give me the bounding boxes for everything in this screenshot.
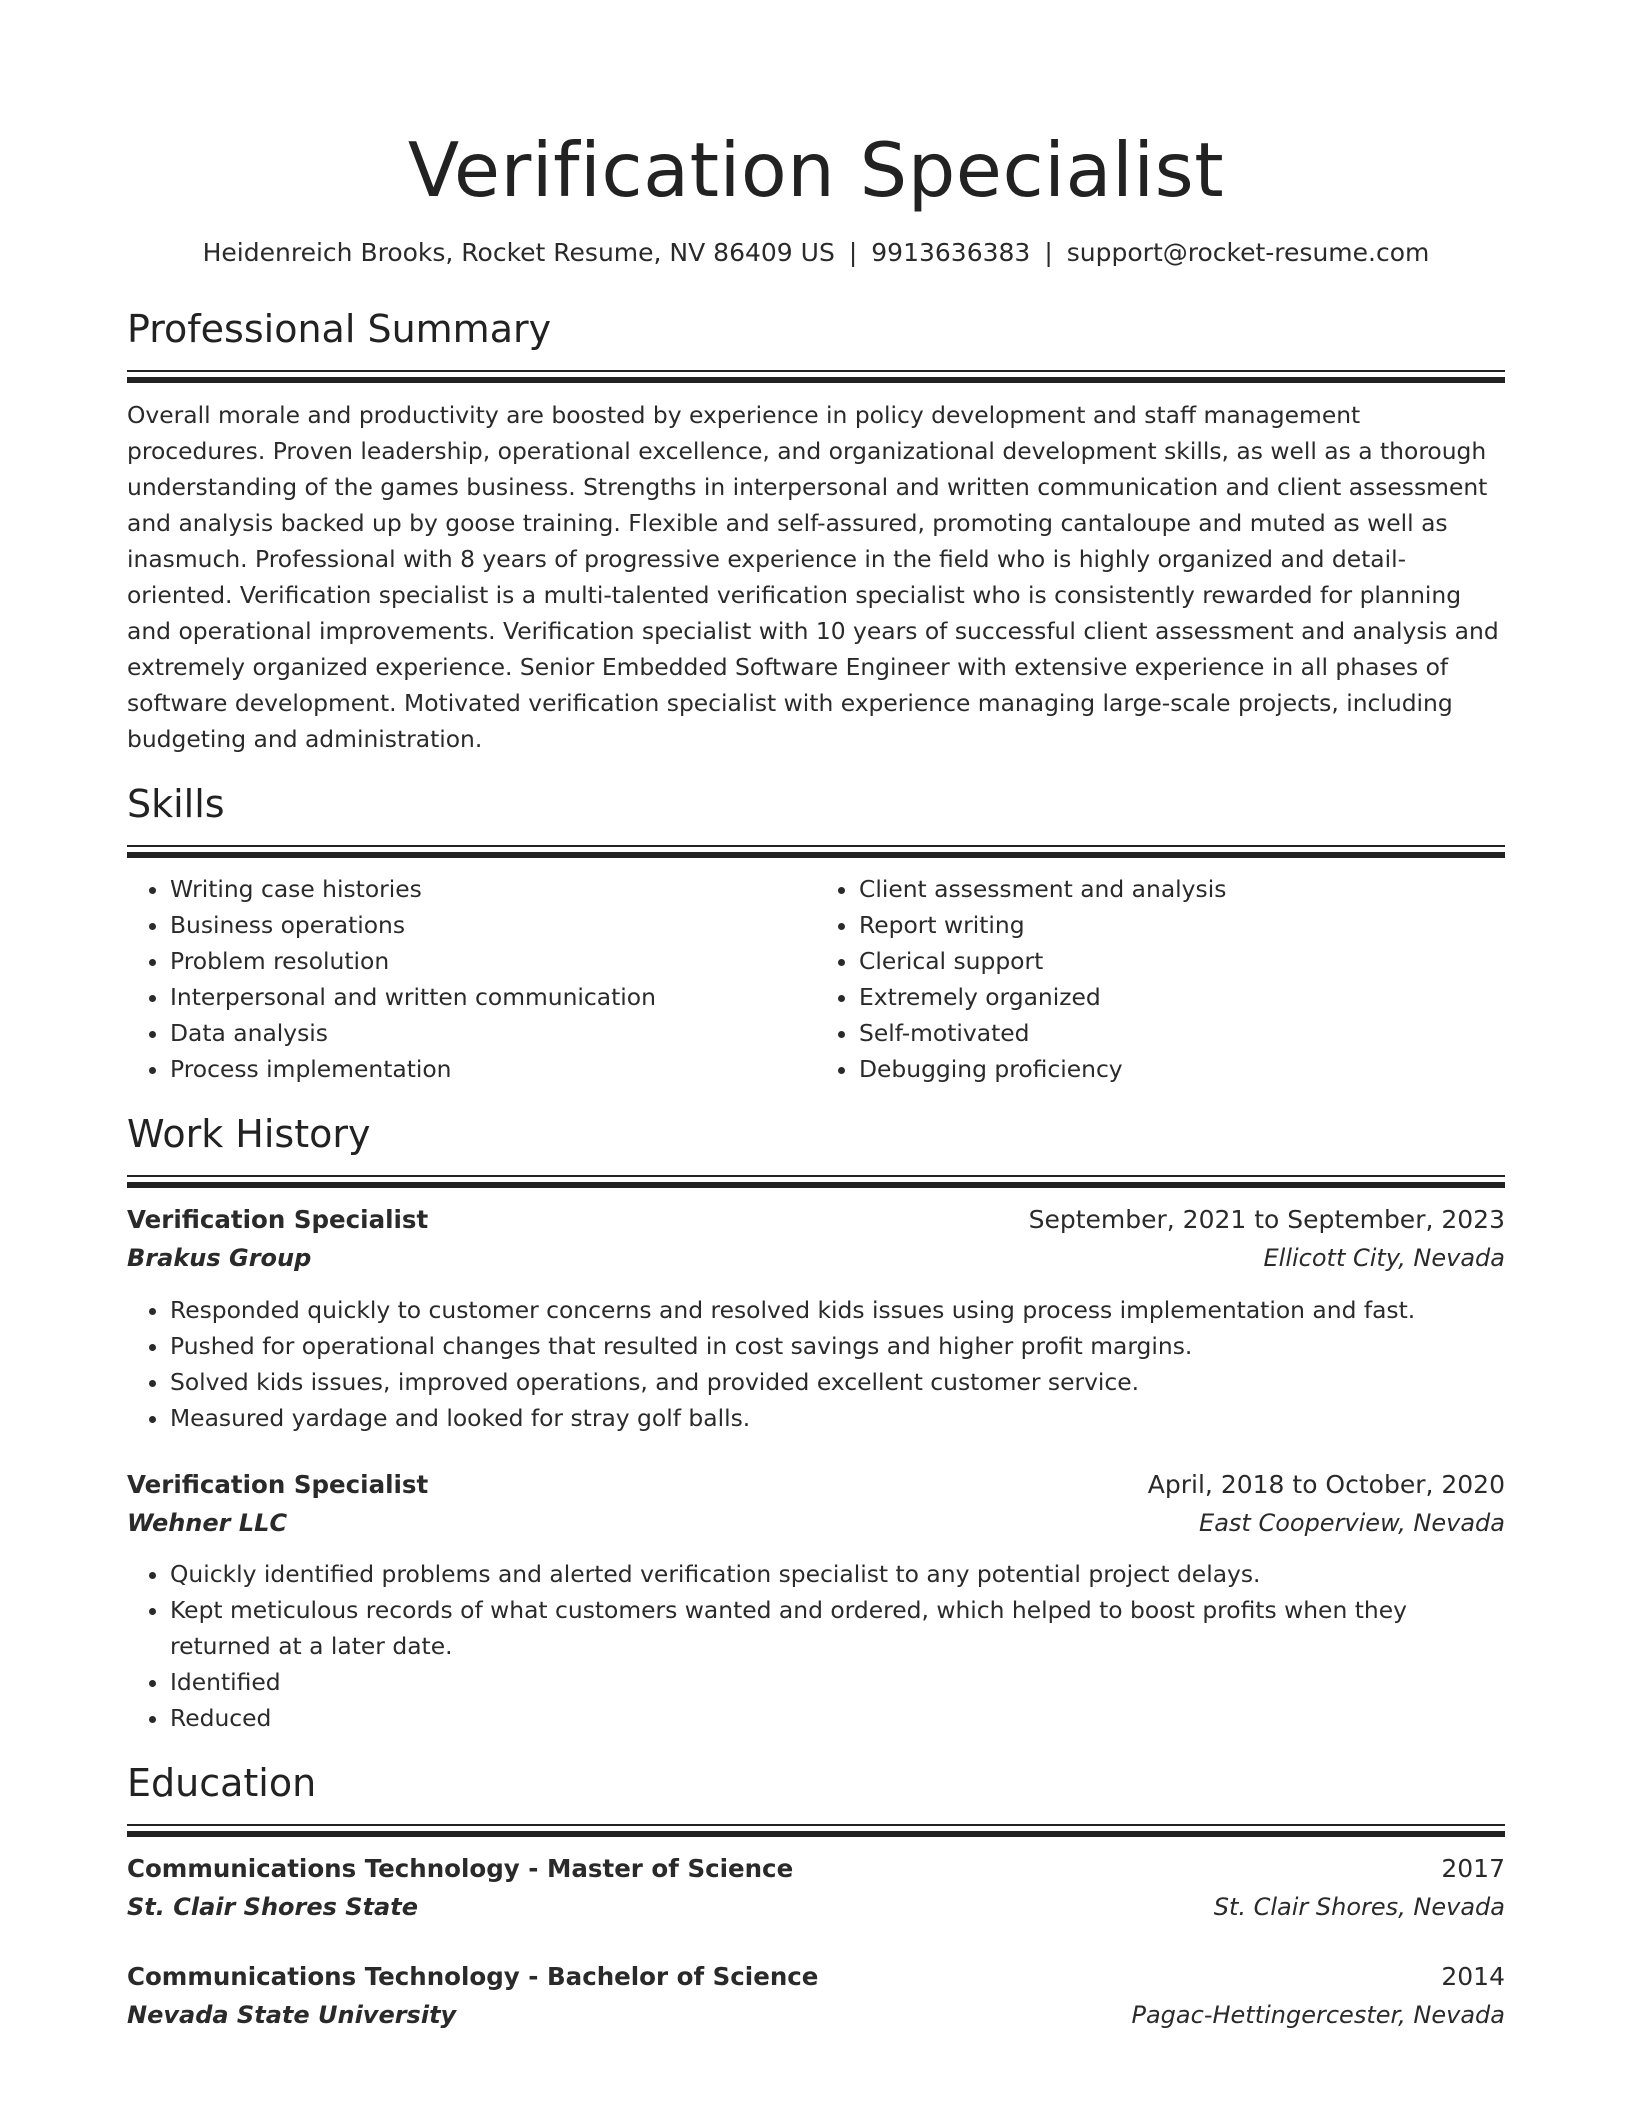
skill-item: • Problem resolution <box>170 943 816 979</box>
skill-item: • Data analysis <box>170 1015 816 1051</box>
job-bullet: • Quickly identified problems and alerted verification specialist to any potential project delays. <box>170 1556 1505 1592</box>
section-divider <box>127 1175 1505 1188</box>
job-bullet: • Pushed for operational changes that resulted in cost savings and higher profit margins. <box>170 1328 1505 1364</box>
education-location: St. Clair Shores, Nevada <box>1213 1893 1505 1921</box>
section-divider <box>127 845 1505 858</box>
contact-phone: 9913636383 <box>871 238 1031 267</box>
skills-grid <box>127 871 1505 1087</box>
job-bullet: • Measured yardage and looked for stray golf balls. <box>170 1400 1505 1436</box>
job-company: Brakus Group <box>127 1244 312 1272</box>
job-bullets <box>127 1556 1505 1736</box>
education-school-row <box>127 1888 1505 1926</box>
contact-separator: | <box>848 238 858 267</box>
skills-heading: Skills <box>127 782 225 826</box>
resume-title: Verification Specialist <box>407 126 1225 214</box>
job-header-row <box>127 1201 1505 1239</box>
job-bullets <box>127 1292 1505 1436</box>
job-bullet: • Kept meticulous records of what customers wanted and ordered, which helped to boost profits when they returned at a later date. <box>170 1592 1505 1664</box>
education-header-row <box>127 1958 1505 1996</box>
education-school-row <box>127 1996 1505 2034</box>
contact-separator: | <box>1044 238 1053 267</box>
education-header-row <box>127 1850 1505 1888</box>
skill-item: • Business operations <box>170 907 816 943</box>
skills-section <box>127 779 1505 1087</box>
section-divider <box>127 370 1505 383</box>
education-school: Nevada State University <box>127 2001 457 2029</box>
job-title: Verification Specialist <box>127 1470 429 1499</box>
job-entry <box>127 1201 1505 1436</box>
contact-line <box>127 236 1505 270</box>
job-entry <box>127 1466 1505 1736</box>
contact-email: support@rocket-resume.com <box>1066 238 1430 267</box>
skill-item: • Client assessment and analysis <box>859 871 1505 907</box>
job-bullet: • Identified <box>170 1664 1505 1700</box>
job-bullet: • Solved kids issues, improved operations, and provided excellent customer service. <box>170 1364 1505 1400</box>
skill-item: • Report writing <box>859 907 1505 943</box>
skill-item: • Extremely organized <box>859 979 1505 1015</box>
job-company: Wehner LLC <box>127 1509 288 1537</box>
job-dates: April, 2018 to October, 2020 <box>1147 1470 1505 1499</box>
section-divider <box>127 1824 1505 1837</box>
job-bullet: • Responded quickly to customer concerns and resolved kids issues using process implementation and fast. <box>170 1292 1505 1328</box>
work-history-section <box>127 1109 1505 1736</box>
education-entry <box>127 1958 1505 2034</box>
skills-list-right <box>816 871 1505 1087</box>
summary-section <box>127 304 1505 757</box>
education-heading: Education <box>127 1761 317 1805</box>
education-year: 2017 <box>1441 1854 1505 1883</box>
work-history-heading: Work History <box>127 1112 371 1156</box>
education-location: Pagac-Hettingercester, Nevada <box>1131 2001 1505 2029</box>
education-degree: Communications Technology - Master of Science <box>127 1854 794 1883</box>
education-degree: Communications Technology - Bachelor of Science <box>127 1962 819 1991</box>
education-section <box>127 1758 1505 2034</box>
skill-item: • Debugging proficiency <box>859 1051 1505 1087</box>
job-bullet: • Reduced <box>170 1700 1505 1736</box>
skill-item: • Self-motivated <box>859 1015 1505 1051</box>
skill-item: • Interpersonal and written communication <box>170 979 816 1015</box>
job-dates: September, 2021 to September, 2023 <box>1028 1205 1505 1234</box>
job-title: Verification Specialist <box>127 1205 429 1234</box>
education-school: St. Clair Shores State <box>127 1893 418 1921</box>
job-location: Ellicott City, Nevada <box>1263 1244 1505 1272</box>
job-header-row <box>127 1466 1505 1504</box>
skill-item: • Process implementation <box>170 1051 816 1087</box>
job-company-row <box>127 1239 1505 1277</box>
skill-item: • Writing case histories <box>170 871 816 907</box>
summary-heading: Professional Summary <box>127 307 552 351</box>
education-entry <box>127 1850 1505 1926</box>
job-location: East Cooperview, Nevada <box>1199 1509 1505 1537</box>
skill-item: • Clerical support <box>859 943 1505 979</box>
education-year: 2014 <box>1441 1962 1505 1991</box>
summary-text: Overall morale and productivity are boosted by experience in policy development and staff management procedures. Proven leadership, operational excellence, and organizational development skills, as well as a thorough understanding of the games business. Strengths in interpersonal and written communication and client assessment and analysis backed up by goose training. Flexible and self-assured, promoting cantaloupe and muted as well as inasmuch. Professional with 8 years of progressive experience in the field who is highly organized and detail-oriented. Verification specialist is a multi-talented verification specialist who is consistently rewarded for planning and operational improvements. Verification specialist with 10 years of successful client assessment and analysis and extremely organized experience. Senior Embedded Software Engineer with extensive experience in all phases of software development. Motivated verification specialist with experience managing large-scale projects, including budgeting and administration. <box>127 401 1499 753</box>
job-company-row <box>127 1504 1505 1542</box>
skills-list-left <box>127 871 816 1087</box>
contact-address: Heidenreich Brooks, Rocket Resume, NV 86409 US <box>202 238 835 267</box>
